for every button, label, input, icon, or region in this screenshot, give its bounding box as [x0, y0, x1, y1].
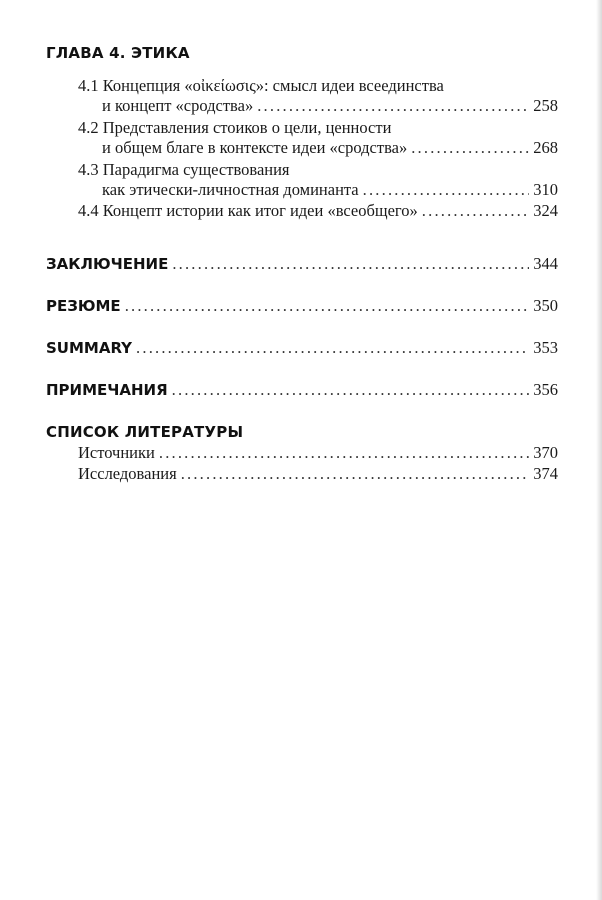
toc-entry-4-1[interactable] [102, 96, 558, 116]
toc-entry-4-2[interactable] [102, 138, 558, 158]
page-number: 353 [533, 338, 558, 357]
section-label: SUMMARY [46, 339, 133, 357]
leader-dots [172, 380, 530, 400]
toc-section-summary[interactable] [46, 338, 558, 358]
toc-entry-4-1-line1[interactable]: 4.1 Концепция «οἰκείωσις»: смысл идеи всеединства [78, 76, 444, 95]
toc-section-resume[interactable] [46, 296, 558, 316]
toc-entry-4-3-line1[interactable]: 4.3 Парадигма существования [78, 160, 290, 179]
toc-section-conclusion[interactable] [46, 254, 558, 274]
toc-bibliography-sources[interactable] [78, 443, 558, 463]
toc-entry-label: как этически-личностная доминанта [102, 180, 359, 199]
section-label: ПРИМЕЧАНИЯ [46, 381, 168, 399]
toc-entry-label: Источники [78, 443, 155, 462]
toc-entry-4-2-line1[interactable]: 4.2 Представления стоиков о цели, ценности [78, 118, 392, 137]
toc-entry-label: и концепт «сродства» [102, 96, 254, 115]
toc-entry-label: 4.4 Концепт истории как итог идеи «всеобщего» [78, 201, 418, 220]
leader-dots [181, 464, 530, 484]
leader-dots [125, 296, 530, 316]
leader-dots [363, 180, 530, 200]
leader-dots [172, 254, 529, 274]
page-number: 350 [533, 296, 558, 315]
page-number: 324 [533, 201, 558, 220]
leader-dots [422, 201, 529, 221]
leader-dots [257, 96, 529, 116]
page-number: 344 [533, 254, 558, 273]
bibliography-heading: СПИСОК ЛИТЕРАТУРЫ [46, 423, 244, 441]
leader-dots [159, 443, 529, 463]
toc-entry-label: Исследования [78, 464, 177, 483]
section-label: ЗАКЛЮЧЕНИЕ [46, 255, 169, 273]
chapter-4-heading: ГЛАВА 4. ЭТИКА [46, 44, 190, 62]
section-label: РЕЗЮМЕ [46, 297, 121, 315]
toc-entry-label: и общем благе в контексте идеи «сродства» [102, 138, 408, 157]
page-number: 268 [533, 138, 558, 157]
toc-entry-4-3[interactable] [102, 180, 558, 200]
page-number: 258 [533, 96, 558, 115]
page-number: 356 [533, 380, 558, 399]
leader-dots [411, 138, 529, 158]
page-edge-shadow [596, 0, 602, 900]
page-number: 310 [533, 180, 558, 199]
leader-dots [136, 338, 529, 358]
toc-bibliography-studies[interactable] [78, 464, 558, 484]
toc-section-notes[interactable] [46, 380, 558, 400]
page-number: 370 [533, 443, 558, 462]
toc-entry-4-4[interactable] [78, 201, 558, 221]
page-number: 374 [533, 464, 558, 483]
